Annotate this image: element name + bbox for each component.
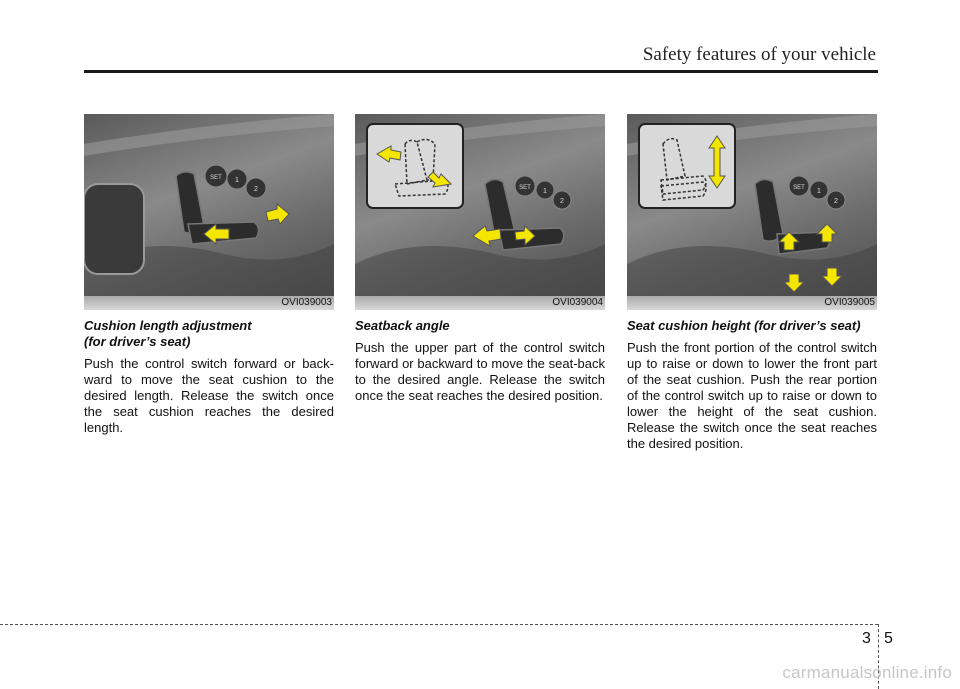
page-header-title: Safety features of your vehicle: [642, 44, 876, 65]
section-body-1: Push the control switch forward or back-ward to move the seat cushion to the desired length. Release the switch once the seat cushion reaches the desired length.: [84, 356, 334, 435]
seat-control-photo-2: [355, 114, 605, 310]
seat-switch-illustration-3: [627, 114, 877, 310]
image-code-1: OVI039003: [281, 297, 332, 308]
switch-label-two-1: 2: [254, 186, 258, 193]
footer-rule: [0, 624, 878, 625]
switch-label-set-2: SET: [519, 185, 531, 191]
section-cushion-length: [84, 114, 334, 436]
watermark: carmanualsonline.info: [782, 663, 952, 682]
seat-control-photo-1: [84, 114, 334, 310]
switch-label-set-1: SET: [210, 175, 222, 181]
switch-label-set-3: SET: [793, 185, 805, 191]
seat-control-photo-3: [627, 114, 877, 310]
page-number: 5: [884, 630, 893, 647]
section-body-3: Push the front portion of the control switch up to raise or down to lower the front part of the seat cushion. Push the rear portion of the control switch up to raise or down to lower the height of the seat cushion. Release the switch once the seat reaches the desired position.: [627, 340, 877, 451]
section-seatback-angle: [355, 114, 605, 404]
section-cushion-height: [627, 114, 877, 452]
arrow-back-icon: [473, 226, 501, 246]
section-title-3: Seat cushion height (for driver’s seat): [627, 318, 861, 333]
switch-label-two-2: 2: [560, 198, 564, 205]
switch-label-one-1: 1: [235, 177, 239, 184]
image-code-3: OVI039005: [824, 297, 875, 308]
header-rule: [84, 70, 878, 73]
section-title-2: Seatback angle: [355, 318, 450, 333]
switch-label-two-3: 2: [834, 198, 838, 205]
switch-label-one-3: 1: [817, 188, 821, 195]
section-title-1: Cushion length adjustment (for driver’s seat): [84, 318, 252, 349]
switch-label-one-2: 1: [543, 188, 547, 195]
chapter-number: 3: [862, 630, 871, 647]
seat-switch-illustration-1: [84, 114, 334, 310]
image-code-2: OVI039004: [552, 297, 603, 308]
seat-switch-illustration-2: [355, 114, 605, 310]
section-body-2: Push the upper part of the control switch forward or backward to move the seat-back to the desired angle. Release the switch once the seat reaches the desired position.: [355, 340, 605, 403]
inset-diagram-3: [639, 124, 735, 208]
arrow-forward-icon: [266, 204, 289, 224]
